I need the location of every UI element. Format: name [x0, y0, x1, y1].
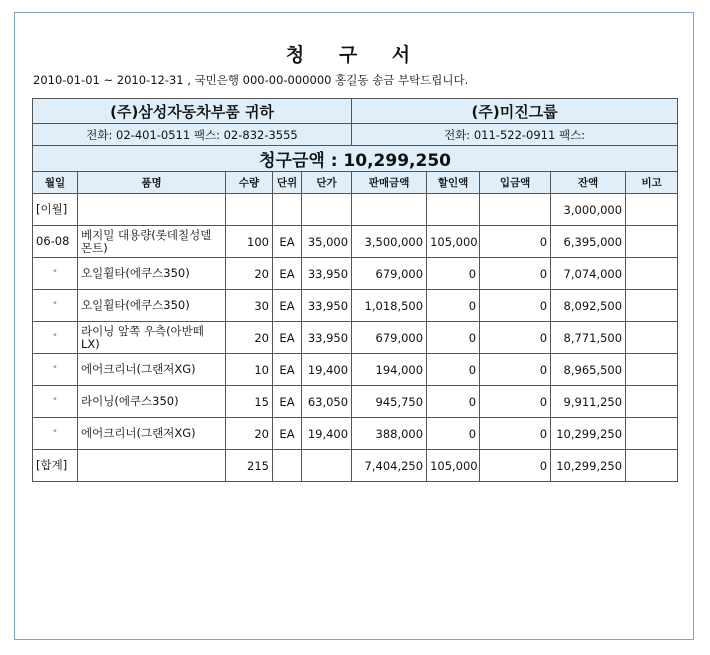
table-row — [33, 258, 678, 290]
discount-cell — [427, 194, 480, 226]
unit-cell: EA — [273, 354, 302, 386]
sender-contact: 전화: 011-522-0911 팩스: — [352, 124, 678, 146]
discount-cell: 0 — [427, 290, 480, 322]
column-header: 비고 — [626, 172, 678, 194]
column-header: 품명 — [78, 172, 226, 194]
column-header: 월일 — [33, 172, 78, 194]
date-cell: [합계] — [33, 450, 78, 482]
date-cell: " — [33, 418, 78, 450]
date-cell: " — [33, 258, 78, 290]
discount-cell: 0 — [427, 386, 480, 418]
item-name-cell: 에어크리너(그랜저XG) — [78, 354, 226, 386]
discount-cell: 0 — [427, 418, 480, 450]
column-header: 단위 — [273, 172, 302, 194]
note-cell — [626, 354, 678, 386]
table-row — [33, 322, 678, 354]
unit-price-cell: 33,950 — [302, 290, 352, 322]
date-cell: [이월] — [33, 194, 78, 226]
column-header: 단가 — [302, 172, 352, 194]
payment-memo: 2010-01-01 ~ 2010-12-31 , 국민은행 000-00-000000 홍길동 송금 부탁드립니다. — [33, 73, 469, 87]
date-cell: " — [33, 354, 78, 386]
date-cell: 06-08 — [33, 226, 78, 258]
sales-amount-cell — [352, 194, 427, 226]
unit-cell: EA — [273, 258, 302, 290]
unit-price-cell: 63,050 — [302, 386, 352, 418]
deposit-cell: 0 — [480, 322, 551, 354]
table-row — [33, 450, 678, 482]
sales-amount-cell: 3,500,000 — [352, 226, 427, 258]
sales-amount-cell: 7,404,250 — [352, 450, 427, 482]
sender-name: (주)미진그룹 — [352, 99, 678, 124]
column-header: 수량 — [226, 172, 273, 194]
deposit-cell — [480, 194, 551, 226]
unit-price-cell — [302, 450, 352, 482]
contact-row — [33, 124, 678, 146]
quantity-cell: 30 — [226, 290, 273, 322]
deposit-cell: 0 — [480, 290, 551, 322]
quantity-cell: 215 — [226, 450, 273, 482]
sales-amount-cell: 679,000 — [352, 258, 427, 290]
column-header-row — [33, 172, 678, 194]
balance-cell: 6,395,000 — [551, 226, 626, 258]
date-cell: " — [33, 290, 78, 322]
quantity-cell: 15 — [226, 386, 273, 418]
note-cell — [626, 194, 678, 226]
unit-price-cell — [302, 194, 352, 226]
total-row — [33, 146, 678, 172]
deposit-cell: 0 — [480, 450, 551, 482]
quantity-cell: 20 — [226, 258, 273, 290]
unit-cell — [273, 194, 302, 226]
discount-cell: 0 — [427, 354, 480, 386]
date-cell: " — [33, 322, 78, 354]
balance-cell: 8,771,500 — [551, 322, 626, 354]
note-cell — [626, 418, 678, 450]
deposit-cell: 0 — [480, 386, 551, 418]
balance-cell: 9,911,250 — [551, 386, 626, 418]
unit-cell: EA — [273, 386, 302, 418]
table-row — [33, 226, 678, 258]
quantity-cell: 100 — [226, 226, 273, 258]
note-cell — [626, 290, 678, 322]
total-billed: 청구금액 : 10,299,250 — [33, 146, 678, 172]
note-cell — [626, 386, 678, 418]
quantity-cell: 10 — [226, 354, 273, 386]
sales-amount-cell: 1,018,500 — [352, 290, 427, 322]
column-header: 할인액 — [427, 172, 480, 194]
sales-amount-cell: 388,000 — [352, 418, 427, 450]
sales-amount-cell: 194,000 — [352, 354, 427, 386]
discount-cell: 105,000 — [427, 450, 480, 482]
deposit-cell: 0 — [480, 258, 551, 290]
item-name-cell: 라이닝 앞쪽 우측(아반떼LX) — [78, 322, 226, 354]
unit-cell: EA — [273, 418, 302, 450]
recipient-name: (주)삼성자동차부품 귀하 — [33, 99, 352, 124]
balance-cell: 7,074,000 — [551, 258, 626, 290]
discount-cell: 0 — [427, 258, 480, 290]
recipient-contact: 전화: 02-401-0511 팩스: 02-832-3555 — [33, 124, 352, 146]
table-row — [33, 386, 678, 418]
table-row — [33, 418, 678, 450]
item-name-cell — [78, 450, 226, 482]
column-header: 잔액 — [551, 172, 626, 194]
balance-cell: 8,965,500 — [551, 354, 626, 386]
note-cell — [626, 450, 678, 482]
unit-price-cell: 33,950 — [302, 258, 352, 290]
date-cell: " — [33, 386, 78, 418]
sales-amount-cell: 679,000 — [352, 322, 427, 354]
table-row — [33, 354, 678, 386]
deposit-cell: 0 — [480, 418, 551, 450]
unit-cell: EA — [273, 322, 302, 354]
note-cell — [626, 258, 678, 290]
quantity-cell: 20 — [226, 418, 273, 450]
deposit-cell: 0 — [480, 354, 551, 386]
column-header: 판매금액 — [352, 172, 427, 194]
unit-price-cell: 35,000 — [302, 226, 352, 258]
note-cell — [626, 322, 678, 354]
column-header: 입금액 — [480, 172, 551, 194]
deposit-cell: 0 — [480, 226, 551, 258]
unit-price-cell: 19,400 — [302, 418, 352, 450]
item-name-cell: 에어크리너(그랜저XG) — [78, 418, 226, 450]
document-title: 청 구 서 — [285, 44, 425, 66]
quantity-cell — [226, 194, 273, 226]
quantity-cell: 20 — [226, 322, 273, 354]
item-name-cell — [78, 194, 226, 226]
sales-amount-cell: 945,750 — [352, 386, 427, 418]
party-row — [33, 99, 678, 124]
table-row — [33, 194, 678, 226]
item-name-cell: 베지밀 대용량(롯데칠성델몬트) — [78, 226, 226, 258]
balance-cell: 10,299,250 — [551, 450, 626, 482]
unit-cell: EA — [273, 290, 302, 322]
item-name-cell: 오일휠타(에쿠스350) — [78, 290, 226, 322]
item-name-cell: 오일휠타(에쿠스350) — [78, 258, 226, 290]
unit-cell — [273, 450, 302, 482]
unit-price-cell: 19,400 — [302, 354, 352, 386]
balance-cell: 3,000,000 — [551, 194, 626, 226]
discount-cell: 0 — [427, 322, 480, 354]
unit-price-cell: 33,950 — [302, 322, 352, 354]
discount-cell: 105,000 — [427, 226, 480, 258]
invoice-table — [32, 98, 678, 482]
unit-cell: EA — [273, 226, 302, 258]
item-name-cell: 라이닝(에쿠스350) — [78, 386, 226, 418]
table-row — [33, 290, 678, 322]
note-cell — [626, 226, 678, 258]
balance-cell: 8,092,500 — [551, 290, 626, 322]
balance-cell: 10,299,250 — [551, 418, 626, 450]
